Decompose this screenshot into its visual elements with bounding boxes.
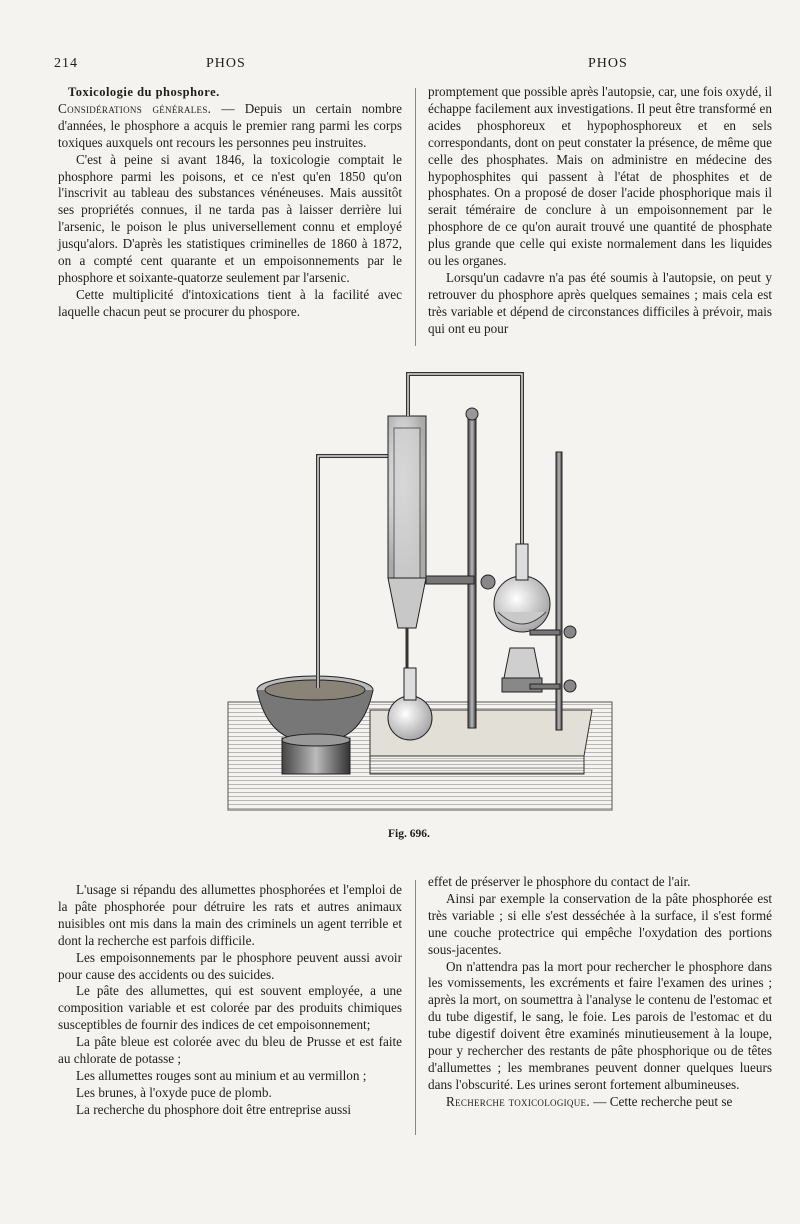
apparatus-engraving: [220, 368, 620, 816]
column-divider-top: [415, 88, 416, 346]
paragraph: Les brunes, à l'oxyde puce de plomb.: [76, 1084, 272, 1100]
paragraph-text: — Depuis un certain nombre d'années, le phosphore a acquis le premier rang parmi les corps toxiques auxquels ont recours les personnes peu instruites.: [58, 100, 402, 150]
paragraph: L'usage si répandu des allumettes phosphorées et l'emploi de la pâte phosphorée pour détruire les rats et autres animaux nuisibles ont mis dans la main des criminels un agent terrible et dont la recherche est parfois difficile.: [58, 882, 402, 948]
paragraph: [58, 101, 402, 152]
paragraph: Ainsi par exemple la conservation de la pâte phosphorée est très variable ; si elle s'est desséchée à la surface, il s'est formé une couche protectrice qui empêche l'oxydation des portions sous-jacentes.: [428, 890, 772, 957]
bottom-left-column: [58, 882, 402, 1119]
paragraph: On n'attendra pas la mort pour rechercher le phosphore dans les vomissements, les excréments et faire l'examen des urines ; après la mort, on soumettra à l'analyse le contenu de l'estomac et du tube digestif, le sang, le foie. Les parois de l'estomac et du tube digestif doivent être examinés minutieusement à la loupe, pour y rechercher des restants de pâte phosphorique ou de têtes d'allumettes ; les membranes peuvent donner quelques lueurs dans l'obscurité. Les urines seront fortement albumineuses.: [428, 958, 772, 1092]
paragraph: [428, 1094, 772, 1111]
paragraph: Lorsqu'un cadavre n'a pas été soumis à l'autopsie, on peut y retrouver du phosphore après quelques semaines ; mais cela est très variable et dépend de circonstances difficiles à prévoir, mais qui ont eu pour: [428, 269, 772, 336]
section-heading: Toxicologie du phosphore.: [68, 85, 220, 99]
running-title-right: PHOS: [588, 56, 628, 71]
column-divider-bottom: [415, 880, 416, 1135]
paragraph: promptement que possible après l'autopsie, car, une fois oxydé, il échappe facilement aux investigations. Il peut être transformé en acides phosphoreux et hypophosphoreux et en sels correspondants, dont on peut constater la présence, de même que celle des phosphates. Mais on administre en médecine des hypophosphites qui passent à l'état de phosphites et de phosphates. On a proposé de doser l'acide phosphorique mais il serait téméraire de conclure à un empoisonnement par le phosphore de ce qu'on aurait trouvé une quantité de phosphate plus grande que celle qui existe normalement dans les liquides ou les organes.: [428, 84, 772, 269]
figure-caption: Fig. 696.: [388, 828, 430, 840]
top-left-column: [58, 84, 402, 321]
paragraph: Les empoisonnements par le phosphore peuvent aussi avoir pour cause des accidents ou des suicides.: [58, 949, 402, 982]
running-header: [54, 56, 774, 76]
paragraph: La pâte bleue est colorée avec du bleu de Prusse et est faite au chlorate de potasse ;: [58, 1034, 402, 1067]
running-title-left: PHOS: [206, 56, 246, 71]
paragraph: C'est à peine si avant 1846, la toxicologie comptait le phosphore parmi les poisons, et ce n'est qu'en 1850 qu'on l'inscrivit au tableau des substances vénéneuses. Mais aussitôt ses propriétés connues, il ne tarda pas à laisser derrière lui l'arsenic, le poison le plus universellement connu et employé jusqu'alors. D'après les statistiques criminelles de 1860 à 1872, on a compté cent quarante et un empoisonnements par le phosphore et soixante-quatorze seulement par l'arsenic.: [58, 151, 402, 285]
run-in-heading: Recherche toxicologique.: [446, 1093, 590, 1109]
paragraph: effet de préserver le phosphore du contact de l'air.: [428, 874, 691, 889]
paragraph: Les allumettes rouges sont au minium et au vermillon ;: [76, 1067, 367, 1083]
page-number: 214: [54, 56, 78, 71]
paragraph-text: — Cette recherche peut se: [589, 1093, 733, 1109]
run-in-heading: Considérations générales.: [58, 100, 212, 116]
paragraph: Le pâte des allumettes, qui est souvent employée, a une composition variable et est colorée par des produits chimiques susceptibles de fournir des indices de cet empoisonnement;: [58, 983, 402, 1033]
bottom-right-column: [428, 874, 772, 1111]
top-right-column: [428, 84, 772, 338]
paragraph: La recherche du phosphore doit être entreprise aussi: [76, 1101, 351, 1117]
paragraph: Cette multiplicité d'intoxications tient à la facilité avec laquelle chacun peut se procurer du phospore.: [58, 286, 402, 319]
